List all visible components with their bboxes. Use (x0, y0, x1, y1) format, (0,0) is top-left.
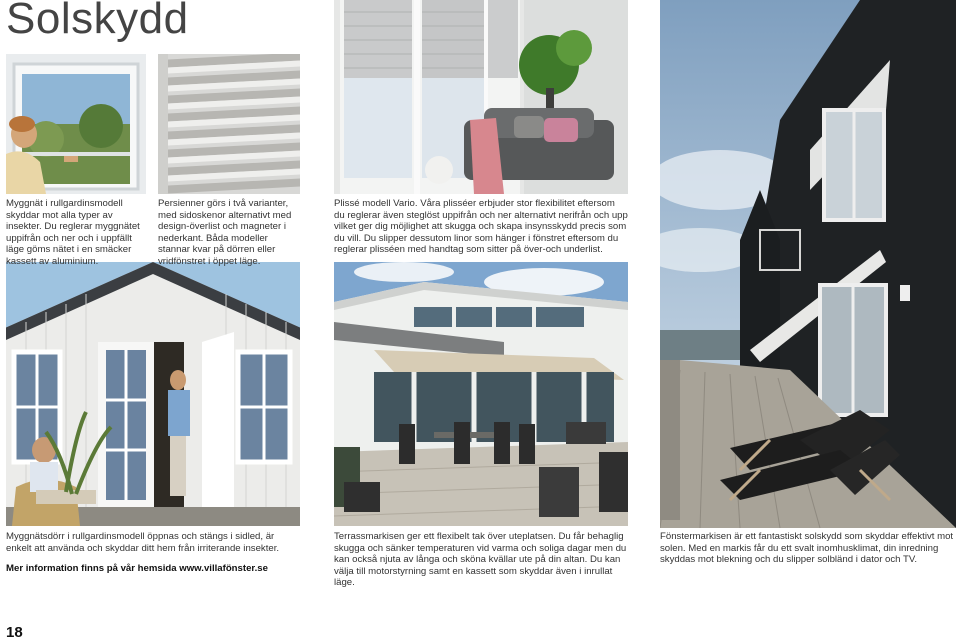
photo-fonstermarkis-house (660, 0, 956, 528)
caption-persienner: Persienner görs i två varianter, med sidoskenor alternativt med design-överlist och magneter i nederkant. Båda modeller stannar kvar på dörren eller vridfönstret i öppet läge. (158, 198, 292, 267)
caption-rullgardin: Myggnät i rullgardinsmodell skyddar mot alla typer av insekter. Du reglerar myggnätet uppifrån och ner och i uppfällt läge göms nätet i en smäcker kassett av aluminium. (6, 198, 140, 267)
caption-fonstermarkis: Fönstermarkisen är ett fantastiskt solskydd som skyddar effektivt mot solen. Med en markis får du ett svalt inomhusklimat, din inredning skyddas mot blekning och du slipper solbländ i dator och TV. (660, 531, 954, 566)
more-info-link[interactable]: Mer information finns på vår hemsida www.villafönster.se (6, 563, 268, 574)
photo-myggnatsdorr-house (6, 262, 300, 526)
photo-rullgardin-window (6, 54, 146, 194)
caption-terrassmarkis: Terrassmarkisen ger ett flexibelt tak över uteplatsen. Du får behaglig skugga och sänker temperaturen vid varma och soliga dagar men du kan också njuta av långa och sköna kvällar ute på din altan. Du kan välja till motorstyrning samt en kassett som skyddar även i inrullat läge. (334, 531, 627, 589)
photo-plisse-interior (334, 0, 628, 194)
caption-myggnatsdorr: Myggnätsdörr i rullgardinsmodell öppnas och stängs i sidled, är enkelt att använda och skyddar ditt hem från irriterande insekter. (6, 531, 280, 554)
page-number: 18 (6, 624, 23, 641)
page-title: Solskydd (6, 0, 189, 43)
photo-terrassmarkis-house (334, 262, 628, 526)
caption-plisse: Plissé modell Vario. Våra plisséer erbjuder stor flexibilitet eftersom du reglerar även steglöst uppifrån och ner alternativt nerifrån och upp vilket ger dig möjlighet att skugga och skapa insynsskydd precis som du vill. Du slipper dessutom linor som hänger i fönstret eftersom du reglerar plisséen med handtag som sitter på över-och underlist. (334, 198, 628, 256)
photo-persienner (158, 54, 300, 194)
